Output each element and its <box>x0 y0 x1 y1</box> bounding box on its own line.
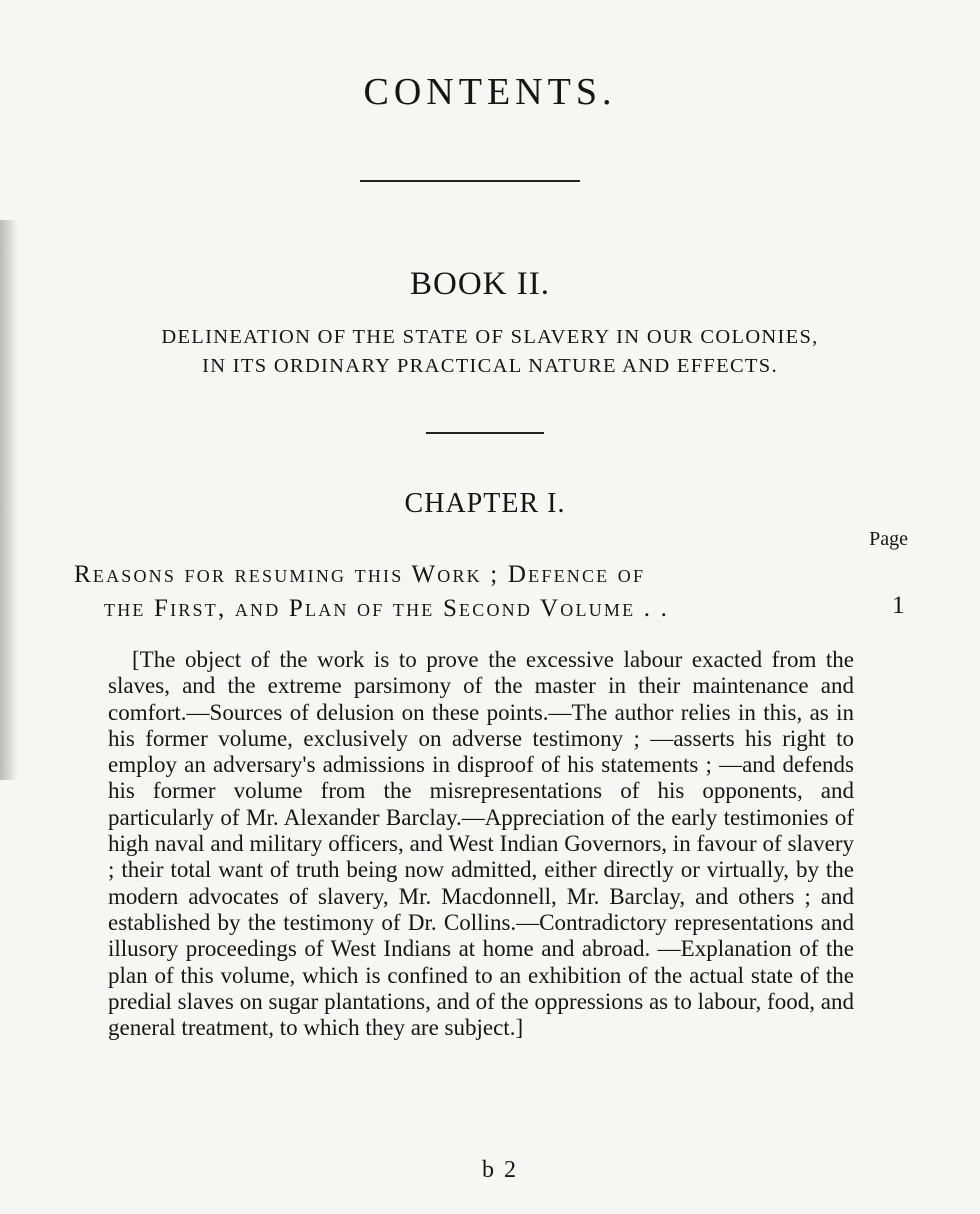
book-subtitle-line-2: IN ITS ORDINARY PRACTICAL NATURE AND EFFECTS. <box>202 355 778 377</box>
chapter-heading-line-2: the First, and Plan of the Second Volume . . <box>104 595 670 622</box>
chapter-heading <box>74 558 860 626</box>
chapter-page-number: 1 <box>892 592 905 619</box>
chapter-summary: [The object of the work is to prove the excessive labour exacted from the slaves, and the extreme parsimony of the master in their maintenance and comfort.—Sources of delusion on these points.—The author relies in this, as in his former volume, exclusively on adverse testimony ; —asserts his right to employ an adversary's admissions in disproof of his statements ; —and defends his former volume from the misrepresentations of his opponents, and particularly of Mr. Alexander Barclay.—Appreciation of the early testimonies of high naval and military officers, and West Indian Governors, in favour of slavery ; their total want of truth being now admitted, either directly or virtually, by the modern advocates of slavery, Mr. Macdonnell, Mr. Barclay, and others ; and established by the testimony of Dr. Collins.—Contradictory representations and illusory proceedings of West Indians at home and abroad. —Explanation of the plan of this volume, which is confined to an exhibition of the actual state of the predial slaves on sugar plantations, and of the oppressions as to labour, food, and general treatment, to which they are subject.] <box>108 647 854 1041</box>
chapter-title: CHAPTER I. <box>404 488 566 519</box>
page-column-label: Page <box>869 528 908 550</box>
signature-mark: b 2 <box>482 1157 518 1183</box>
title-divider <box>360 180 580 182</box>
book-subtitle-line-1: DELINEATION OF THE STATE OF SLAVERY IN OUR COLONIES, <box>161 326 819 348</box>
chapter-heading-line-1: Reasons for resuming this Work ; Defence of <box>74 561 646 588</box>
book-subtitle <box>40 323 940 381</box>
book-title: BOOK II. <box>410 266 550 302</box>
book-divider <box>426 432 544 434</box>
page-title: CONTENTS. <box>363 71 617 113</box>
